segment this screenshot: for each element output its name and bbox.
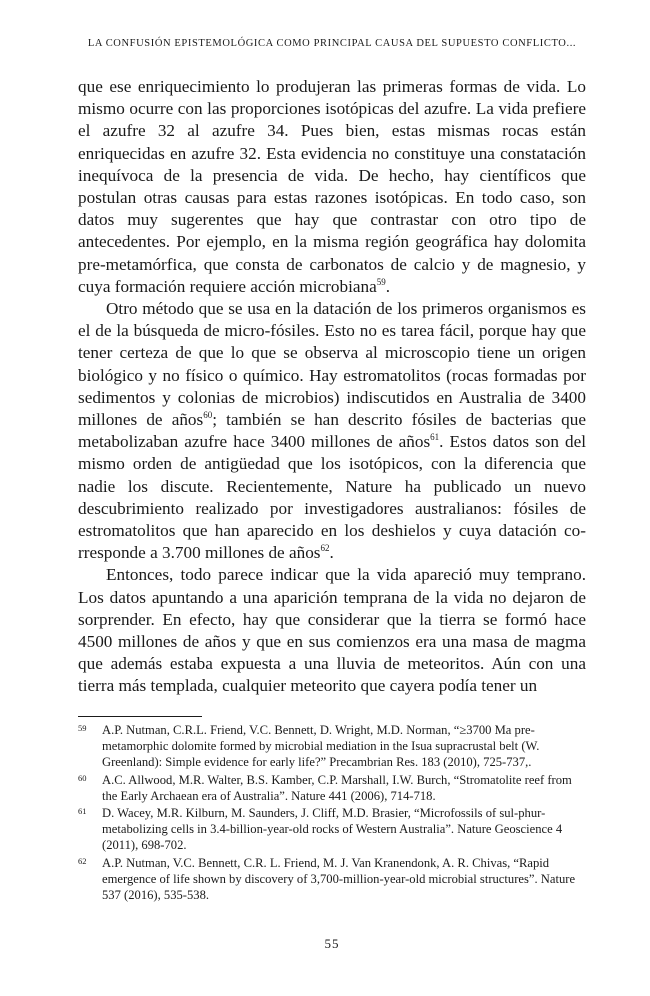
footnote (78, 722, 586, 771)
paragraph-text: . (385, 276, 391, 296)
paragraph-text: ; también se han descrito fósiles de bacterias que metabolizaban azufre hace 3400 millones de años (78, 410, 586, 452)
paragraph (78, 298, 586, 564)
paragraph-text: . Estos datos son del mismo orden de antigüedad que los isotópicos, con la diferencia que nadie los discute. Recientemente, Nature ha publicado un nuevo descubrimiento realizado por investigadores australianos: fósiles de estromatolitos que han aparecido en los deshielos y cuya datación co-rresponde a 3.700 millones de años (78, 432, 587, 563)
footnote (78, 855, 586, 904)
footnote (78, 772, 586, 804)
footnote-number: 62 (78, 855, 87, 866)
footnote (78, 805, 586, 854)
footnote-text: A.C. Allwood, M.R. Walter, B.S. Kamber, C.P. Marshall, I.W. Burch, “Stromatolite reef from the Early Archaean era of Australia”. Nature 441 (2006), 714-718. (102, 772, 572, 803)
footnote-number: 59 (78, 723, 87, 733)
footnote-text: A.P. Nutman, C.R.L. Friend, V.C. Bennett, D. Wright, M.D. Norman, “≥3700 Ma pre-metamorphic dolomite formed by microbial mediation in the Isua supracrustal belt (W. Greenland): Simple evidence for early life?” Precambrian Res. 183 (2010), 725-737,. (102, 723, 540, 770)
paragraph (78, 564, 586, 697)
footnote-text: A.P. Nutman, V.C. Bennett, C.R. L. Friend, M. J. Van Kranendonk, A. R. Chivas, “Rapid emergence of life shown by discovery of 3,700-million-year-old microbial structures”. Nature 537 (2016), 535-538. (102, 855, 576, 903)
paragraph-text: que ese enriquecimiento lo produjeran las primeras formas de vida. Lo mismo ocurre con las proporciones isotópicas del azufre. La vida prefiere el azufre 32 al azufre 34. Pues bien, estas mismas rocas están enriquecidas en azufre 32. Esta evidencia no constituye una constatación inequívoca de la presencia de vida. De hecho, hay científicos que postulan otras causas para estas razones isotópicas. En todo caso, son datos muy sugerentes que hay que contrastar con otro tipo de antecedentes. Por ejemplo, en la misma región geográfica hay dolomita pre-metamórfica, que consta de carbonatos de calcio y de magnesio, y cuya formación requiere acción microbiana (78, 77, 586, 296)
footnote-number: 61 (78, 806, 87, 817)
footnote-ref[interactable]: 62 (320, 543, 330, 554)
footnote-text: D. Wacey, M.R. Kilburn, M. Saunders, J. Cliff, M.D. Brasier, “Microfossils of sul-phur-metabolizing cells in 3.4-billion-year-old rocks of Western Australia”. Nature Geoscience 4 (2011), 698-702. (102, 806, 563, 853)
footnote-ref[interactable]: 61 (430, 432, 440, 443)
footnote-ref[interactable]: 60 (203, 410, 213, 421)
page-number: 55 (324, 936, 340, 951)
footnote-number: 60 (78, 772, 87, 783)
footnote-ref[interactable]: 59 (376, 276, 386, 287)
running-header: LA CONFUSIÓN EPISTEMOLÓGICA COMO PRINCIPAL CAUSA DEL SUPUESTO CONFLICTO... (87, 38, 577, 49)
paragraph (78, 76, 586, 298)
body-text (78, 76, 586, 698)
footnote-separator (78, 716, 202, 717)
paragraph-text: . (329, 543, 334, 563)
paragraph-text: Otro método que se usa en la datación de los primeros organismos es el de la búsqueda de micro-fósiles. Esto no es tarea fácil, porque hay que tener certeza de que lo que se observa al microscopio tiene un origen biológico y no físico o químico. Hay estromatolitos (rocas formadas por sedimentos y colonias de microbios) indiscutidos en Australia de 3400 millones de años (78, 299, 586, 430)
footnotes (78, 722, 586, 904)
paragraph-text: Entonces, todo parece indicar que la vida apareció muy temprano. Los datos apuntando a una aparición temprana de la vida no dejaron de sorprender. En efecto, hay que considerar que la tierra se formó hace 4500 millones de años y que en sus comienzos era una masa de magma que además estaba expuesta a una lluvia de meteoritos. Aún con una tierra más templada, cualquier meteorito que cayera podía tener un (78, 565, 586, 696)
